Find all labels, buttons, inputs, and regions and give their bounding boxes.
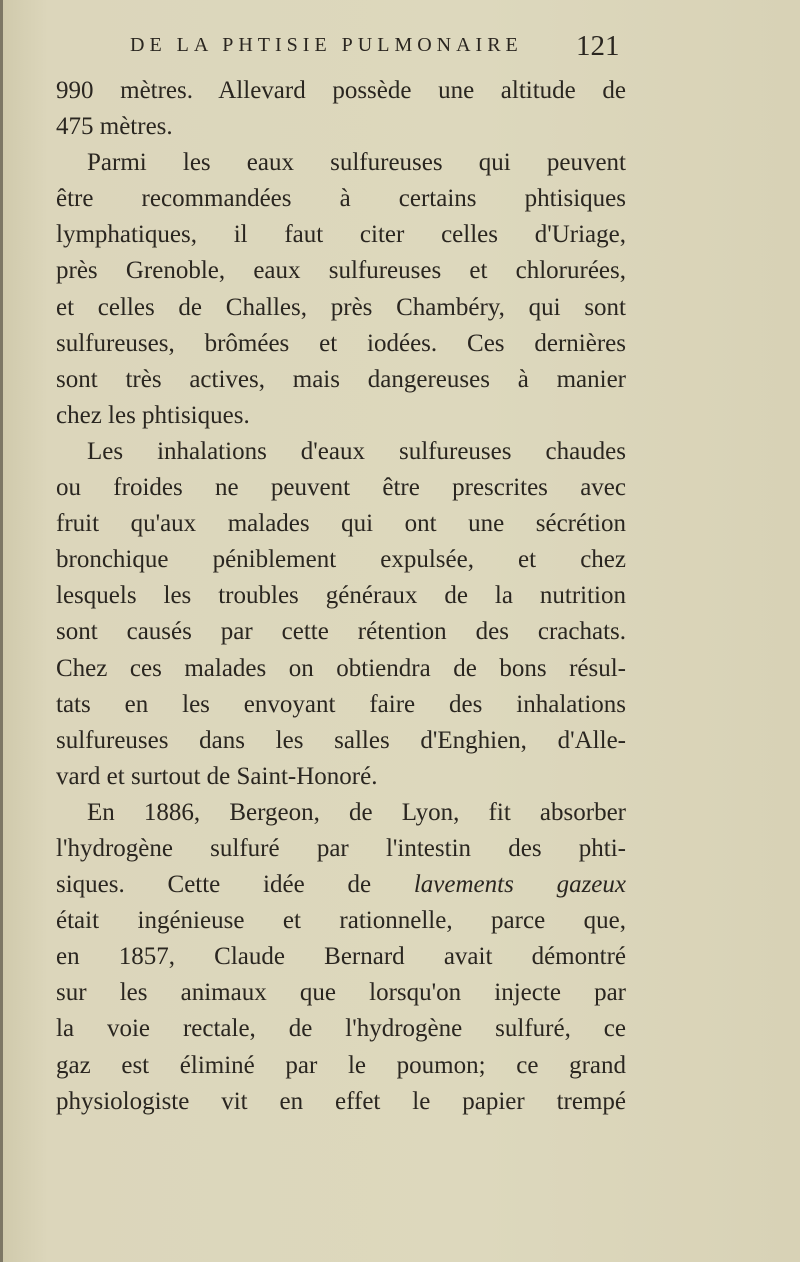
text-line: l'hydrogène sulfuré par l'intestin des phti- <box>56 834 626 862</box>
text-line: chez les phtisiques. <box>56 401 250 429</box>
text-line: la voie rectale, de l'hydrogène sulfuré, ce <box>56 1015 626 1043</box>
text-line: était ingénieuse et rationnelle, parce que, <box>56 907 626 935</box>
running-title: DE LA PHTISIE PULMONAIRE <box>130 34 523 56</box>
text-line: être recommandées à certains phtisiques <box>56 185 626 213</box>
text-line: fruit qu'aux malades qui ont une sécrétion <box>56 510 626 538</box>
body-text <box>56 73 626 1120</box>
text-line: bronchique péniblement expulsée, et chez <box>56 546 626 574</box>
text-line: et celles de Challes, près Chambéry, qui sont <box>56 293 626 321</box>
binding-edge <box>0 0 3 1262</box>
text-line: 990 mètres. Allevard possède une altitude de <box>56 77 626 104</box>
text-line: en 1857, Claude Bernard avait démontré <box>56 943 626 971</box>
text-line: 475 mètres. <box>56 113 173 141</box>
text-line: sont causés par cette rétention des crachats. <box>56 618 626 646</box>
text-line: lesquels les troubles généraux de la nutrition <box>56 582 626 610</box>
text-line: sont très actives, mais dangereuses à manier <box>56 365 626 393</box>
page-number: 121 <box>576 30 620 62</box>
text-line: vard et surtout de Saint-Honoré. <box>56 762 378 790</box>
paragraph-start-line: En 1886, Bergeon, de Lyon, fit absorber <box>87 798 626 826</box>
text-line: près Grenoble, eaux sulfureuses et chlorurées, <box>56 257 626 285</box>
text-line: physiologiste vit en effet le papier trempé <box>56 1087 626 1115</box>
italic-term: lavements gazeux <box>413 871 627 899</box>
text-line: sulfureuses, brômées et iodées. Ces dernières <box>56 329 626 357</box>
paragraph-start-line: Parmi les eaux sulfureuses qui peuvent <box>87 149 626 177</box>
text-line <box>56 867 626 903</box>
text-line: sur les animaux que lorsqu'on injecte par <box>56 979 626 1007</box>
paragraph-start-line: Les inhalations d'eaux sulfureuses chaudes <box>87 437 626 465</box>
text-line: lymphatiques, il faut citer celles d'Uriage, <box>56 221 626 249</box>
text-line: ou froides ne peuvent être prescrites avec <box>56 474 626 502</box>
text-line: gaz est éliminé par le poumon; ce grand <box>56 1051 626 1079</box>
text-run: siques. Cette idée de <box>56 871 372 899</box>
text-line: sulfureuses dans les salles d'Enghien, d'Alle- <box>56 726 626 754</box>
text-line: tats en les envoyant faire des inhalations <box>56 690 626 718</box>
text-line: Chez ces malades on obtiendra de bons résul- <box>56 654 626 682</box>
running-header <box>104 30 704 64</box>
